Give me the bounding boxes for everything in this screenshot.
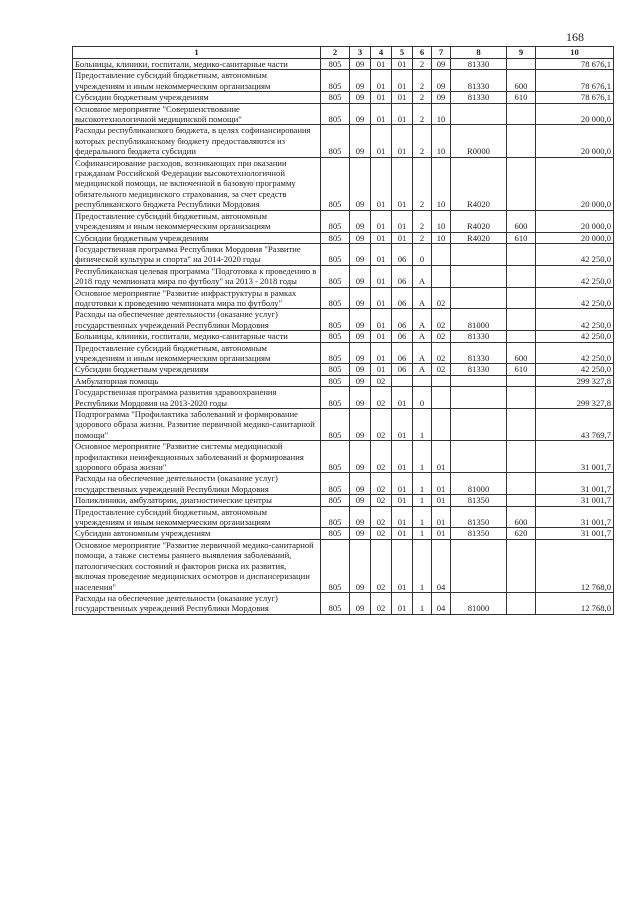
expense-type-code: 600 — [507, 342, 536, 364]
expense-type-code — [507, 157, 536, 210]
subprogram-code: А — [413, 309, 432, 331]
ministry-code: 805 — [321, 210, 350, 232]
ministry-code: 805 — [321, 473, 350, 495]
subprogram-code: 0 — [413, 387, 432, 409]
direction-code: R0000 — [451, 125, 507, 157]
ministry-code: 805 — [321, 409, 350, 441]
measure-code: 09 — [432, 59, 451, 70]
amount: 31 001,7 — [536, 441, 614, 473]
measure-code: 01 — [432, 528, 451, 539]
subsection-code: 02 — [371, 387, 392, 409]
direction-code — [451, 539, 507, 592]
row-name: Расходы на обеспечение деятельности (оказание услуг) государственных учреждений Республики Мордовия — [73, 473, 321, 495]
program-code: 01 — [392, 473, 413, 495]
direction-code — [451, 243, 507, 265]
amount: 42 250,0 — [536, 265, 614, 287]
table-row — [73, 287, 614, 309]
subprogram-code: 1 — [413, 441, 432, 473]
program-code: 01 — [392, 232, 413, 243]
section-code: 09 — [350, 92, 371, 103]
section-code: 09 — [350, 265, 371, 287]
amount: 78 676,1 — [536, 92, 614, 103]
expense-type-code — [507, 331, 536, 342]
measure-code: 10 — [432, 232, 451, 243]
table-row — [73, 592, 614, 614]
amount: 42 250,0 — [536, 342, 614, 364]
ministry-code: 805 — [321, 287, 350, 309]
row-name: Субсидии бюджетным учреждениям — [73, 232, 321, 243]
table-row — [73, 495, 614, 506]
subprogram-code: 2 — [413, 157, 432, 210]
section-code: 09 — [350, 539, 371, 592]
program-code — [392, 375, 413, 386]
ministry-code: 805 — [321, 342, 350, 364]
subsection-code: 01 — [371, 157, 392, 210]
direction-code: 81330 — [451, 364, 507, 375]
subprogram-code: 1 — [413, 539, 432, 592]
subsection-code: 01 — [371, 265, 392, 287]
direction-code — [451, 409, 507, 441]
subsection-code: 01 — [371, 287, 392, 309]
row-name: Предоставление субсидий бюджетным, автономным учреждениям и иным некоммерческим организациям — [73, 506, 321, 528]
measure-code: 04 — [432, 539, 451, 592]
section-code: 09 — [350, 210, 371, 232]
table-row — [73, 528, 614, 539]
subsection-code: 01 — [371, 364, 392, 375]
ministry-code: 805 — [321, 232, 350, 243]
ministry-code: 805 — [321, 528, 350, 539]
amount: 20 000,0 — [536, 210, 614, 232]
ministry-code: 805 — [321, 59, 350, 70]
section-code: 09 — [350, 232, 371, 243]
subsection-code: 01 — [371, 342, 392, 364]
program-code: 01 — [392, 539, 413, 592]
ministry-code: 805 — [321, 103, 350, 125]
subsection-code: 01 — [371, 232, 392, 243]
measure-code: 01 — [432, 441, 451, 473]
subsection-code: 01 — [371, 210, 392, 232]
row-name: Государственная программа развития здравоохранения Республики Мордовия на 2013-2020 годы — [73, 387, 321, 409]
direction-code — [451, 387, 507, 409]
ministry-code: 805 — [321, 309, 350, 331]
subprogram-code: 2 — [413, 125, 432, 157]
section-code: 09 — [350, 342, 371, 364]
direction-code: 81330 — [451, 70, 507, 92]
measure-code — [432, 375, 451, 386]
subprogram-code: А — [413, 364, 432, 375]
amount: 20 000,0 — [536, 232, 614, 243]
program-code: 01 — [392, 103, 413, 125]
section-code: 09 — [350, 103, 371, 125]
table-row — [73, 103, 614, 125]
row-name: Расходы на обеспечение деятельности (оказание услуг) государственных учреждений Республики Мордовия — [73, 592, 321, 614]
table-row — [73, 92, 614, 103]
ministry-code: 805 — [321, 364, 350, 375]
subsection-code: 02 — [371, 539, 392, 592]
table-row — [73, 125, 614, 157]
direction-code: 81330 — [451, 92, 507, 103]
subsection-code: 01 — [371, 92, 392, 103]
program-code: 06 — [392, 243, 413, 265]
table-row — [73, 70, 614, 92]
measure-code: 02 — [432, 342, 451, 364]
expense-type-code — [507, 309, 536, 331]
program-code: 01 — [392, 157, 413, 210]
table-row — [73, 539, 614, 592]
subprogram-code: 2 — [413, 92, 432, 103]
row-name: Предоставление субсидий бюджетным, автономным учреждениям и иным некоммерческим организациям — [73, 342, 321, 364]
subsection-code: 02 — [371, 409, 392, 441]
table-row — [73, 364, 614, 375]
header-cell: 10 — [536, 47, 614, 59]
direction-code — [451, 103, 507, 125]
row-name: Подпрограмма "Профилактика заболеваний и формирование здорового образа жизни. Развитие первичной медико-санитарной помощи" — [73, 409, 321, 441]
measure-code: 02 — [432, 331, 451, 342]
measure-code — [432, 409, 451, 441]
expense-type-code — [507, 495, 536, 506]
row-name: Субсидии автономным учреждениям — [73, 528, 321, 539]
subprogram-code: А — [413, 342, 432, 364]
header-cell: 1 — [73, 47, 321, 59]
subprogram-code: 1 — [413, 592, 432, 614]
table-row — [73, 409, 614, 441]
program-code: 01 — [392, 528, 413, 539]
section-code: 09 — [350, 375, 371, 386]
ministry-code: 805 — [321, 387, 350, 409]
direction-code — [451, 265, 507, 287]
header-cell: 4 — [371, 47, 392, 59]
program-code: 01 — [392, 409, 413, 441]
row-name: Амбулаторная помощь — [73, 375, 321, 386]
direction-code: 81350 — [451, 495, 507, 506]
header-row — [73, 47, 614, 59]
measure-code — [432, 265, 451, 287]
measure-code: 01 — [432, 495, 451, 506]
amount: 78 676,1 — [536, 70, 614, 92]
direction-code — [451, 375, 507, 386]
program-code: 01 — [392, 125, 413, 157]
row-name: Предоставление субсидий бюджетным, автономным учреждениям и иным некоммерческим организациям — [73, 70, 321, 92]
amount: 20 000,0 — [536, 103, 614, 125]
row-name: Республиканская целевая программа "Подготовка к проведению в 2018 году чемпионата мира по футболу" на 2013 - 2018 годы — [73, 265, 321, 287]
subprogram-code: 1 — [413, 495, 432, 506]
section-code: 09 — [350, 441, 371, 473]
subprogram-code: 1 — [413, 528, 432, 539]
ministry-code: 805 — [321, 92, 350, 103]
row-name: Основное мероприятие "Развитие первичной медико-санитарной помощи, а также системы раннего выявления заболеваний, патологических состояний и факторов риска их развития, включая проведение медицинских осмотров и диспансеризации населения" — [73, 539, 321, 592]
program-code: 06 — [392, 364, 413, 375]
program-code: 01 — [392, 70, 413, 92]
row-name: Предоставление субсидий бюджетным, автономным учреждениям и иным некоммерческим организациям — [73, 210, 321, 232]
expense-type-code — [507, 103, 536, 125]
header-cell: 2 — [321, 47, 350, 59]
direction-code: 81000 — [451, 309, 507, 331]
amount: 31 001,7 — [536, 528, 614, 539]
expense-type-code: 600 — [507, 70, 536, 92]
table-row — [73, 473, 614, 495]
direction-code: R4020 — [451, 210, 507, 232]
row-name: Больницы, клиники, госпитали, медико-санитарные части — [73, 59, 321, 70]
subsection-code: 01 — [371, 59, 392, 70]
section-code: 09 — [350, 409, 371, 441]
measure-code: 01 — [432, 473, 451, 495]
subsection-code: 02 — [371, 592, 392, 614]
subsection-code: 01 — [371, 103, 392, 125]
expense-type-code — [507, 473, 536, 495]
subsection-code: 02 — [371, 495, 392, 506]
table-row — [73, 375, 614, 386]
measure-code: 10 — [432, 210, 451, 232]
amount: 299 327,8 — [536, 375, 614, 386]
expense-type-code: 600 — [507, 506, 536, 528]
direction-code — [451, 441, 507, 473]
row-name: Софинансирование расходов, возникающих при оказании гражданам Российской Федерации высокотехнологичной медицинской помощи, не включенной в базовую программу обязательного медицинского страхования, за счет средств республиканского бюджета Республики Мордовия — [73, 157, 321, 210]
ministry-code: 805 — [321, 592, 350, 614]
section-code: 09 — [350, 495, 371, 506]
expense-type-code: 610 — [507, 232, 536, 243]
amount: 31 001,7 — [536, 495, 614, 506]
program-code: 06 — [392, 287, 413, 309]
ministry-code: 805 — [321, 331, 350, 342]
ministry-code: 805 — [321, 125, 350, 157]
program-code: 01 — [392, 59, 413, 70]
header-cell: 7 — [432, 47, 451, 59]
ministry-code: 805 — [321, 506, 350, 528]
amount: 42 250,0 — [536, 243, 614, 265]
ministry-code: 805 — [321, 265, 350, 287]
subprogram-code: 2 — [413, 103, 432, 125]
expense-type-code — [507, 375, 536, 386]
direction-code: 81000 — [451, 473, 507, 495]
measure-code: 10 — [432, 125, 451, 157]
program-code: 01 — [392, 506, 413, 528]
expense-type-code: 620 — [507, 528, 536, 539]
subsection-code: 02 — [371, 441, 392, 473]
ministry-code: 805 — [321, 441, 350, 473]
amount: 31 001,7 — [536, 473, 614, 495]
expense-type-code: 610 — [507, 92, 536, 103]
row-name: Основное мероприятие "Развитие инфраструктуры в рамках подготовки к проведению чемпионата мира по футболу" — [73, 287, 321, 309]
measure-code: 09 — [432, 92, 451, 103]
table-row — [73, 157, 614, 210]
subsection-code: 01 — [371, 309, 392, 331]
header-cell: 3 — [350, 47, 371, 59]
program-code: 01 — [392, 441, 413, 473]
section-code: 09 — [350, 506, 371, 528]
budget-table — [72, 46, 614, 615]
section-code: 09 — [350, 473, 371, 495]
ministry-code: 805 — [321, 375, 350, 386]
program-code: 06 — [392, 309, 413, 331]
program-code: 01 — [392, 210, 413, 232]
subprogram-code: А — [413, 331, 432, 342]
expense-type-code — [507, 592, 536, 614]
subprogram-code: 1 — [413, 473, 432, 495]
subprogram-code: 1 — [413, 506, 432, 528]
ministry-code: 805 — [321, 243, 350, 265]
row-name: Субсидии бюджетным учреждениям — [73, 364, 321, 375]
table-row — [73, 210, 614, 232]
program-code: 06 — [392, 265, 413, 287]
subprogram-code — [413, 375, 432, 386]
amount: 42 250,0 — [536, 364, 614, 375]
expense-type-code — [507, 243, 536, 265]
subsection-code: 02 — [371, 506, 392, 528]
program-code: 06 — [392, 331, 413, 342]
table-row — [73, 59, 614, 70]
measure-code: 02 — [432, 287, 451, 309]
section-code: 09 — [350, 528, 371, 539]
amount: 42 250,0 — [536, 309, 614, 331]
table-row — [73, 232, 614, 243]
direction-code: 81330 — [451, 59, 507, 70]
expense-type-code — [507, 59, 536, 70]
subsection-code: 01 — [371, 243, 392, 265]
expense-type-code — [507, 441, 536, 473]
subsection-code: 02 — [371, 473, 392, 495]
section-code: 09 — [350, 309, 371, 331]
header-cell: 8 — [451, 47, 507, 59]
row-name: Поликлиники, амбулатории, диагностические центры — [73, 495, 321, 506]
subprogram-code: 1 — [413, 409, 432, 441]
section-code: 09 — [350, 125, 371, 157]
amount: 12 768,0 — [536, 592, 614, 614]
table-row — [73, 506, 614, 528]
amount: 299 327,8 — [536, 387, 614, 409]
amount: 43 769,7 — [536, 409, 614, 441]
subprogram-code: А — [413, 287, 432, 309]
table-row — [73, 243, 614, 265]
amount: 20 000,0 — [536, 157, 614, 210]
ministry-code: 805 — [321, 70, 350, 92]
section-code: 09 — [350, 331, 371, 342]
section-code: 09 — [350, 70, 371, 92]
ministry-code: 805 — [321, 495, 350, 506]
ministry-code: 805 — [321, 157, 350, 210]
row-name: Основное мероприятие "Совершенствование высокотехнологичной медицинской помощи" — [73, 103, 321, 125]
subprogram-code: 2 — [413, 59, 432, 70]
measure-code: 02 — [432, 309, 451, 331]
direction-code: R4020 — [451, 232, 507, 243]
expense-type-code — [507, 287, 536, 309]
header-cell: 5 — [392, 47, 413, 59]
row-name: Государственная программа Республики Мордовия "Развитие физической культуры и спорта" на 2014-2020 годы — [73, 243, 321, 265]
section-code: 09 — [350, 387, 371, 409]
expense-type-code: 600 — [507, 210, 536, 232]
header-cell: 9 — [507, 47, 536, 59]
table-row — [73, 331, 614, 342]
table-row — [73, 441, 614, 473]
expense-type-code — [507, 387, 536, 409]
subprogram-code: А — [413, 265, 432, 287]
measure-code: 10 — [432, 103, 451, 125]
section-code: 09 — [350, 59, 371, 70]
section-code: 09 — [350, 364, 371, 375]
direction-code — [451, 287, 507, 309]
amount: 42 250,0 — [536, 331, 614, 342]
amount: 42 250,0 — [536, 287, 614, 309]
amount: 31 001,7 — [536, 506, 614, 528]
measure-code: 09 — [432, 70, 451, 92]
expense-type-code — [507, 539, 536, 592]
ministry-code: 805 — [321, 539, 350, 592]
amount: 78 676,1 — [536, 59, 614, 70]
subprogram-code: 2 — [413, 232, 432, 243]
subprogram-code: 2 — [413, 210, 432, 232]
table-row — [73, 309, 614, 331]
amount: 20 000,0 — [536, 125, 614, 157]
measure-code: 01 — [432, 506, 451, 528]
subsection-code: 01 — [371, 70, 392, 92]
program-code: 01 — [392, 387, 413, 409]
subsection-code: 01 — [371, 125, 392, 157]
row-name: Субсидии бюджетным учреждениям — [73, 92, 321, 103]
direction-code: 81000 — [451, 592, 507, 614]
row-name: Больницы, клиники, госпитали, медико-санитарные части — [73, 331, 321, 342]
measure-code: 04 — [432, 592, 451, 614]
measure-code: 02 — [432, 364, 451, 375]
page-number: 168 — [566, 30, 584, 44]
subsection-code: 01 — [371, 331, 392, 342]
subsection-code: 02 — [371, 528, 392, 539]
header-cell: 6 — [413, 47, 432, 59]
subprogram-code: 2 — [413, 70, 432, 92]
measure-code — [432, 387, 451, 409]
section-code: 09 — [350, 287, 371, 309]
direction-code: 81350 — [451, 528, 507, 539]
row-name: Основное мероприятие "Развитие системы медицинской профилактики неинфекционных заболеваний и формирования здорового образа жизни" — [73, 441, 321, 473]
program-code: 01 — [392, 495, 413, 506]
subprogram-code: 0 — [413, 243, 432, 265]
program-code: 01 — [392, 92, 413, 103]
section-code: 09 — [350, 243, 371, 265]
direction-code: 81350 — [451, 506, 507, 528]
section-code: 09 — [350, 157, 371, 210]
expense-type-code: 610 — [507, 364, 536, 375]
program-code: 01 — [392, 592, 413, 614]
subsection-code: 02 — [371, 375, 392, 386]
measure-code — [432, 243, 451, 265]
direction-code: R4020 — [451, 157, 507, 210]
measure-code: 10 — [432, 157, 451, 210]
direction-code: 81330 — [451, 342, 507, 364]
amount: 12 768,0 — [536, 539, 614, 592]
section-code: 09 — [350, 592, 371, 614]
table-row — [73, 342, 614, 364]
table-row — [73, 265, 614, 287]
direction-code: 81330 — [451, 331, 507, 342]
row-name: Расходы республиканского бюджета, в целях софинансирования которых республиканскому бюджету предоставляются из федерального бюджета субсидии — [73, 125, 321, 157]
expense-type-code — [507, 125, 536, 157]
program-code: 06 — [392, 342, 413, 364]
expense-type-code — [507, 265, 536, 287]
table-row — [73, 387, 614, 409]
row-name: Расходы на обеспечение деятельности (оказание услуг) государственных учреждений Республики Мордовия — [73, 309, 321, 331]
expense-type-code — [507, 409, 536, 441]
